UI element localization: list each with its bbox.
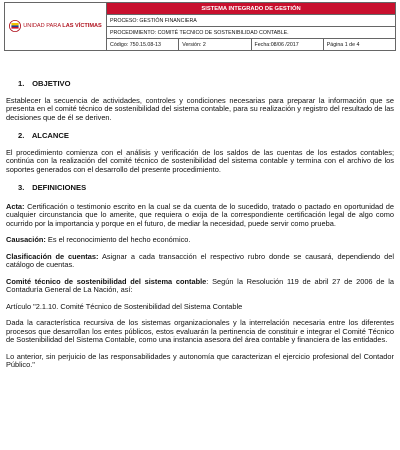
section-title: OBJETIVO — [32, 79, 71, 88]
definition-text: Es el reconocimiento del hecho económico. — [45, 235, 191, 244]
logo-text — [23, 23, 102, 29]
articulo-paragraph-2: Lo anterior, sin perjuicio de las responsabilidades y autonomía que caracterizan el ejercicio profesional del Contador Público." — [6, 351, 394, 369]
section-number: 2. — [18, 131, 25, 140]
logo-cell — [5, 3, 107, 51]
alcance-paragraph: El procedimiento comienza con el análisis y verificación de los saldos de las cuentas de los estados contables; continúa con la realización del comité técnico de sostenibilidad del sistema contable y termina con el archivo de los soportes generados con el desarrollo del presente procedimiento. — [6, 147, 394, 174]
objetivo-paragraph: Establecer la secuencia de actividades, controles y condiciones necesarias para preparar la información que se presenta en el comité técnico de sostenibilidad del sistema contable, para su realización y registro del resultado de las decisiones que de él se deriven. — [6, 95, 394, 122]
definition-text: : Según la Resolución 119 de abril 27 de 2006 de la Contaduría General de La Nación, así: — [6, 276, 394, 294]
definition-causacion — [6, 236, 394, 245]
document-body — [6, 80, 394, 370]
definition-text: Asignar a cada transacción el respectivo rubro donde se causará, dependiendo del catálogo de cuentas. — [6, 251, 395, 269]
code-cell: Código: 750.15.08-13 — [107, 39, 179, 51]
definition-comite — [6, 278, 394, 295]
section-title: DEFINICIONES — [32, 183, 87, 192]
date-cell: Fecha:08/06 /2017 — [251, 39, 323, 51]
articulo-line: Artículo "2.1.10. Comité Técnico de Sostenibilidad del Sistema Contable — [6, 301, 243, 311]
definition-term: Clasificación de cuentas: — [6, 251, 99, 261]
system-title: SISTEMA INTEGRADO DE GESTIÓN — [107, 3, 396, 15]
definition-term: Acta: — [6, 201, 25, 211]
logo-text-prefix: UNIDAD PARA — [23, 22, 63, 29]
section-title: ALCANCE — [31, 131, 69, 140]
unidad-victimas-logo — [9, 20, 102, 32]
version-cell: Versión: 2 — [179, 39, 251, 51]
section-heading-alcance — [6, 132, 394, 141]
definition-acta — [6, 203, 394, 229]
section-number: 3. — [18, 183, 25, 192]
definition-clasificacion — [6, 253, 394, 270]
articulo-paragraph-1: Dada la característica recursiva de los sistemas organizacionales y la interrelación necesaria entre los diferentes procesos que desarrollan los entes públicos, estos evaluarán la pertinencia de constituir e integrar el Comité Técnico de Sostenibilidad del Sistema Contable, como una instancia asesora del área contable y financiera de las entidades. — [6, 318, 394, 344]
page-number-cell: Página 1 de 4 — [323, 39, 395, 51]
procedure-cell: PROCEDIMIENTO: COMITÉ TECNICO DE SOSTENIBILIDAD CONTABLE. — [107, 27, 396, 39]
definition-term: Causación: — [6, 235, 46, 244]
process-cell: PROCESO: GESTIÓN FINANCIERA — [107, 15, 396, 27]
section-heading-definiciones — [6, 184, 394, 193]
definition-term: Comité técnico de sostenibilidad del sistema contable — [6, 276, 207, 286]
definition-text: Certificación o testimonio escrito en la cual se da cuenta de lo sucedido, tratado o pactado en oportunidad de cualquier circunstancia que lo amerite, que requiera o exija de la correspondiente certificación legal de algo como ocurrido por la importancia y porque en el futuro, de mediar la necesidad, puede servir como prueba. — [6, 201, 394, 228]
section-heading-objetivo — [6, 80, 394, 89]
document-header-table — [4, 2, 396, 51]
logo-text-bold: LAS VÍCTIMAS — [62, 22, 102, 29]
section-number: 1. — [18, 79, 25, 88]
colombia-seal-icon — [9, 20, 21, 32]
